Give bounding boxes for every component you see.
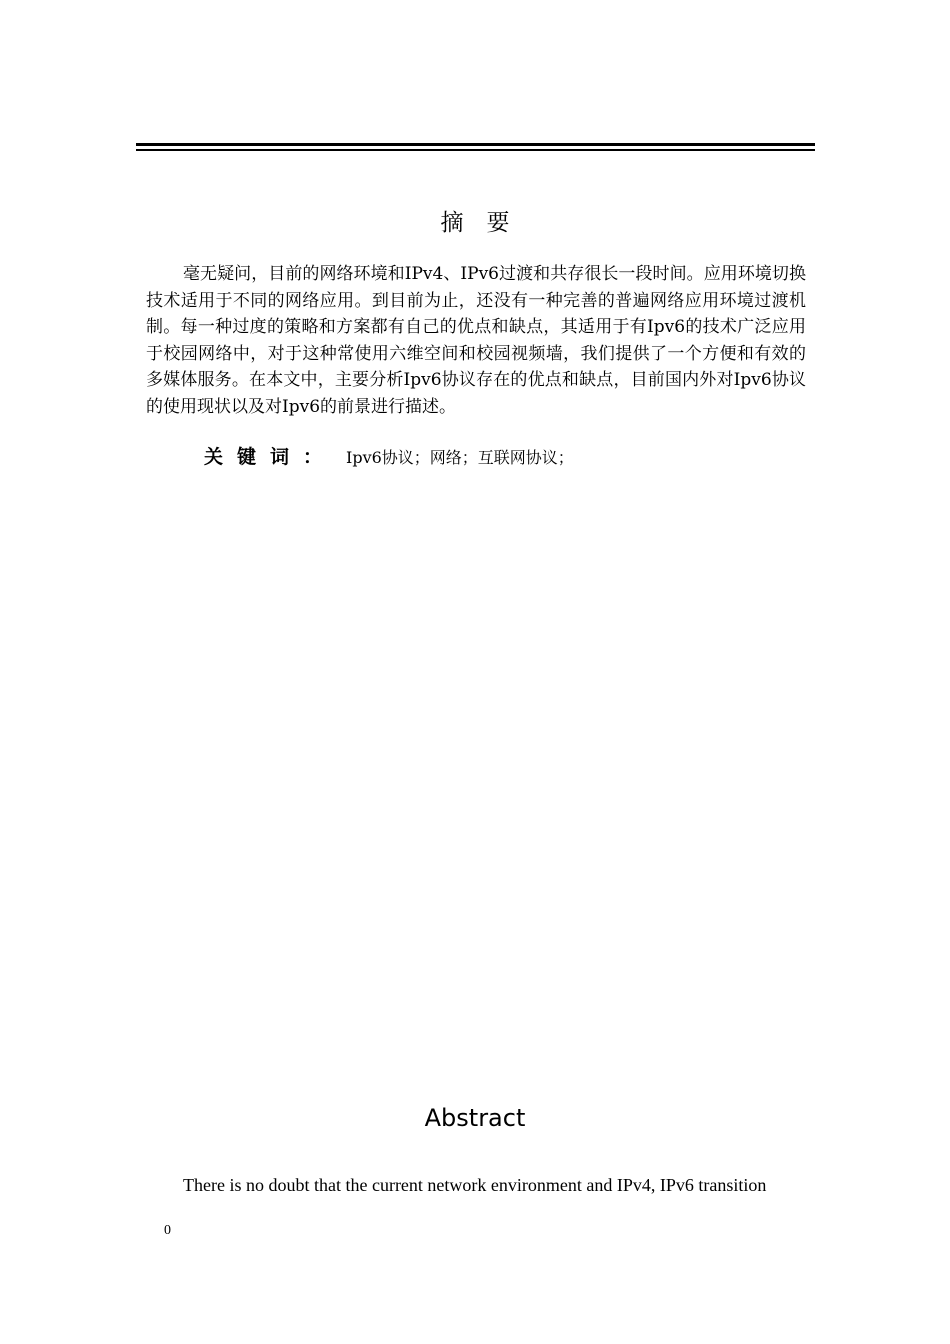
keywords-label: 关键词： bbox=[204, 446, 337, 468]
chinese-abstract-title: 摘 要 bbox=[440, 210, 510, 236]
header-rule bbox=[136, 143, 815, 151]
english-abstract-title: Abstract bbox=[424, 1104, 526, 1132]
keywords-values: Ipv6协议；网络；互联网协议； bbox=[346, 448, 574, 467]
page-number: 0 bbox=[164, 1223, 171, 1238]
chinese-abstract-body: 毫无疑问，目前的网络环境和IPv4、IPv6过渡和共存很长一段时间。应用环境切换技术适用于不同的网络应用。到目前为止，还没有一种完善的普遍网络应用环境过渡机制。每一种过度的策略和方案都有自己的优点和缺点，其适用于有Ipv6的技术广泛应用于校园网络中，对于这种常使用六维空间和校园视频墙，我们提供了一个方便和有效的多媒体服务。在本文中，主要分析Ipv6协议存在的优点和缺点，目前国内外对Ipv6协议的使用现状以及对Ipv6的前景进行描述。 bbox=[146, 264, 806, 417]
english-abstract-body: There is no doubt that the current network environment and IPv4, IPv6 transition bbox=[183, 1175, 767, 1195]
keywords-line bbox=[204, 444, 574, 471]
